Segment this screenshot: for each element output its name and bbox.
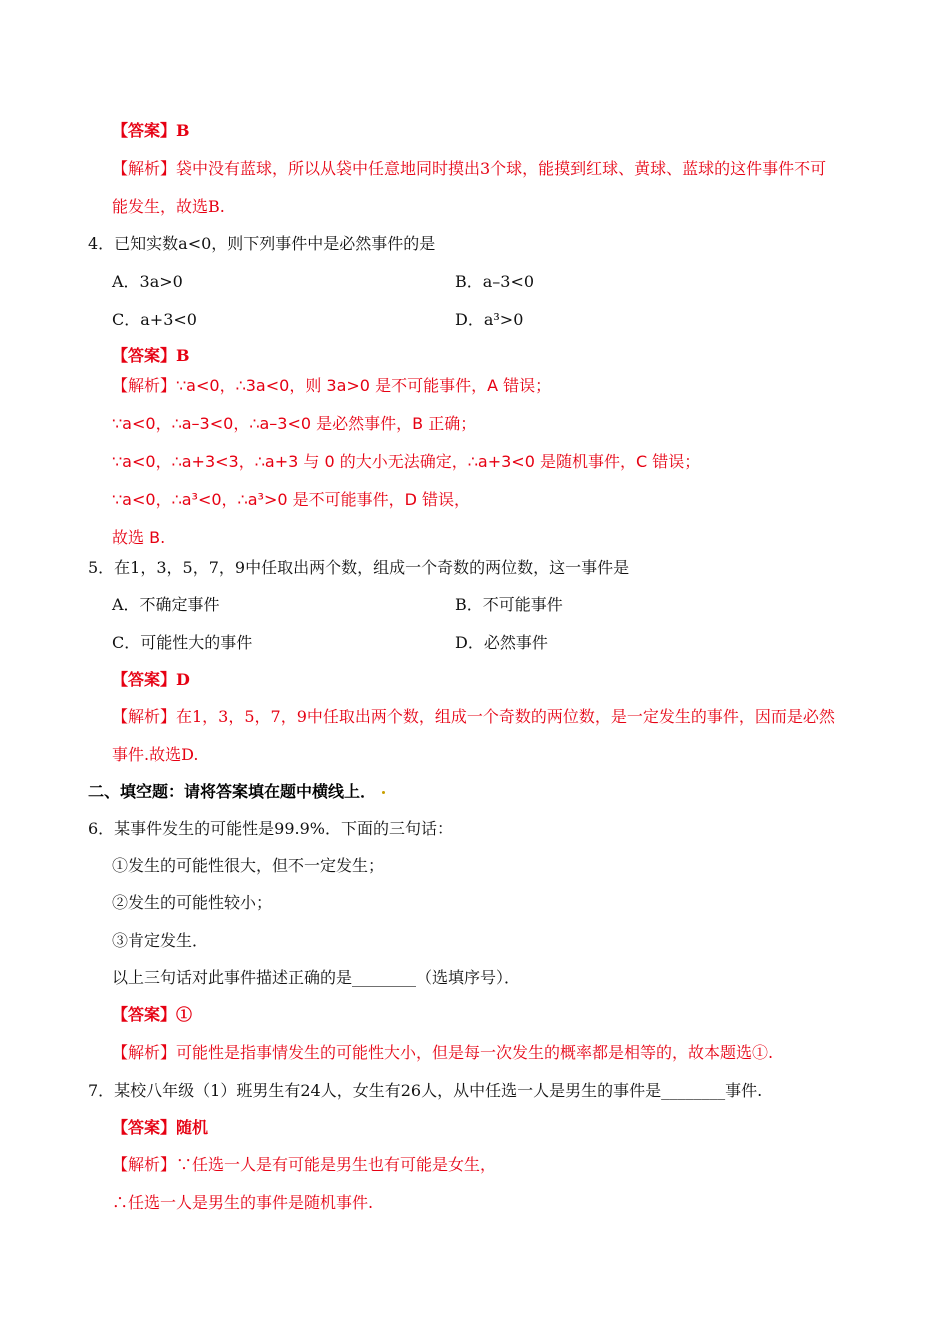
decorative-dot [382,791,385,794]
q4-analysis-line-4: ∵a<0，∴a³<0，∴a³>0 是不可能事件，D 错误， [112,490,471,509]
q6-answer: 【答案】① [112,1005,193,1024]
q6-analysis: 【解析】可能性是指事情发生的可能性大小，但是每一次发生的概率都是相等的，故本题选①. [112,1043,774,1062]
q6-stem: 6．某事件发生的可能性是99.9%．下面的三句话： [88,819,454,838]
q4-stem: 4．已知实数a<0，则下列事件中是必然事件的是 [88,234,436,253]
q5-option-a: A．不确定事件 [112,595,220,614]
q5-option-c: C．可能性大的事件 [112,633,253,652]
q4-analysis-line-1: 【解析】∵a<0，∴3a<0，则 3a>0 是不可能事件，A 错误； [112,376,552,395]
q7-analysis-line-2: ∴任选一人是男生的事件是随机事件. [112,1193,374,1212]
q4-option-c: C．a+3<0 [112,310,197,329]
q4-option-d: D．a³>0 [455,310,524,329]
q5-stem: 5．在1，3，5，7，9中任取出两个数，组成一个奇数的两位数，这一事件是 [88,558,630,577]
q4-answer: 【答案】B [112,346,190,365]
q5-option-d: D．必然事件 [455,633,548,652]
q4-option-a: A．3a>0 [112,272,183,291]
q7-analysis-line-1: 【解析】∵任选一人是有可能是男生也有可能是女生， [112,1155,497,1174]
q5-analysis-line-1: 【解析】在1，3，5，7，9中任取出两个数，组成一个奇数的两位数，是一定发生的事件，因而是必然 [112,707,835,726]
q4-analysis-line-3: ∵a<0，∴a+3<3，∴a+3 与 0 的大小无法确定，∴a+3<0 是随机事件，C 错误； [112,452,701,471]
q6-statement-2: ②发生的可能性较小； [112,893,273,912]
q4-option-b: B．a–3<0 [455,272,535,291]
q7-stem: 7．某校八年级（1）班男生有24人，女生有26人，从中任选一人是男生的事件是________事件. [88,1081,763,1100]
q3-analysis-line-2: 能发生，故选B. [112,197,225,216]
q3-analysis-line-1: 【解析】袋中没有蓝球，所以从袋中任意地同时摸出3个球，能摸到红球、黄球、蓝球的这件事件不可 [112,159,827,178]
q4-analysis-line-2: ∵a<0，∴a–3<0，∴a–3<0 是必然事件，B 正确； [112,414,477,433]
q5-analysis-line-2: 事件.故选D. [112,745,199,764]
q7-answer: 【答案】随机 [112,1118,209,1137]
section-2-title: 二、填空题：请将答案填在题中横线上． [88,782,377,801]
q5-option-b: B．不可能事件 [455,595,563,614]
q3-answer: 【答案】B [112,121,190,140]
q6-statement-1: ①发生的可能性很大，但不一定发生； [112,856,385,875]
q6-statement-3: ③肯定发生． [112,931,209,950]
q6-prompt: 以上三句话对此事件描述正确的是________（选填序号）． [112,968,521,987]
q4-analysis-line-5: 故选 B. [112,528,166,547]
q5-answer: 【答案】D [112,670,190,689]
section-2-heading [88,781,385,803]
